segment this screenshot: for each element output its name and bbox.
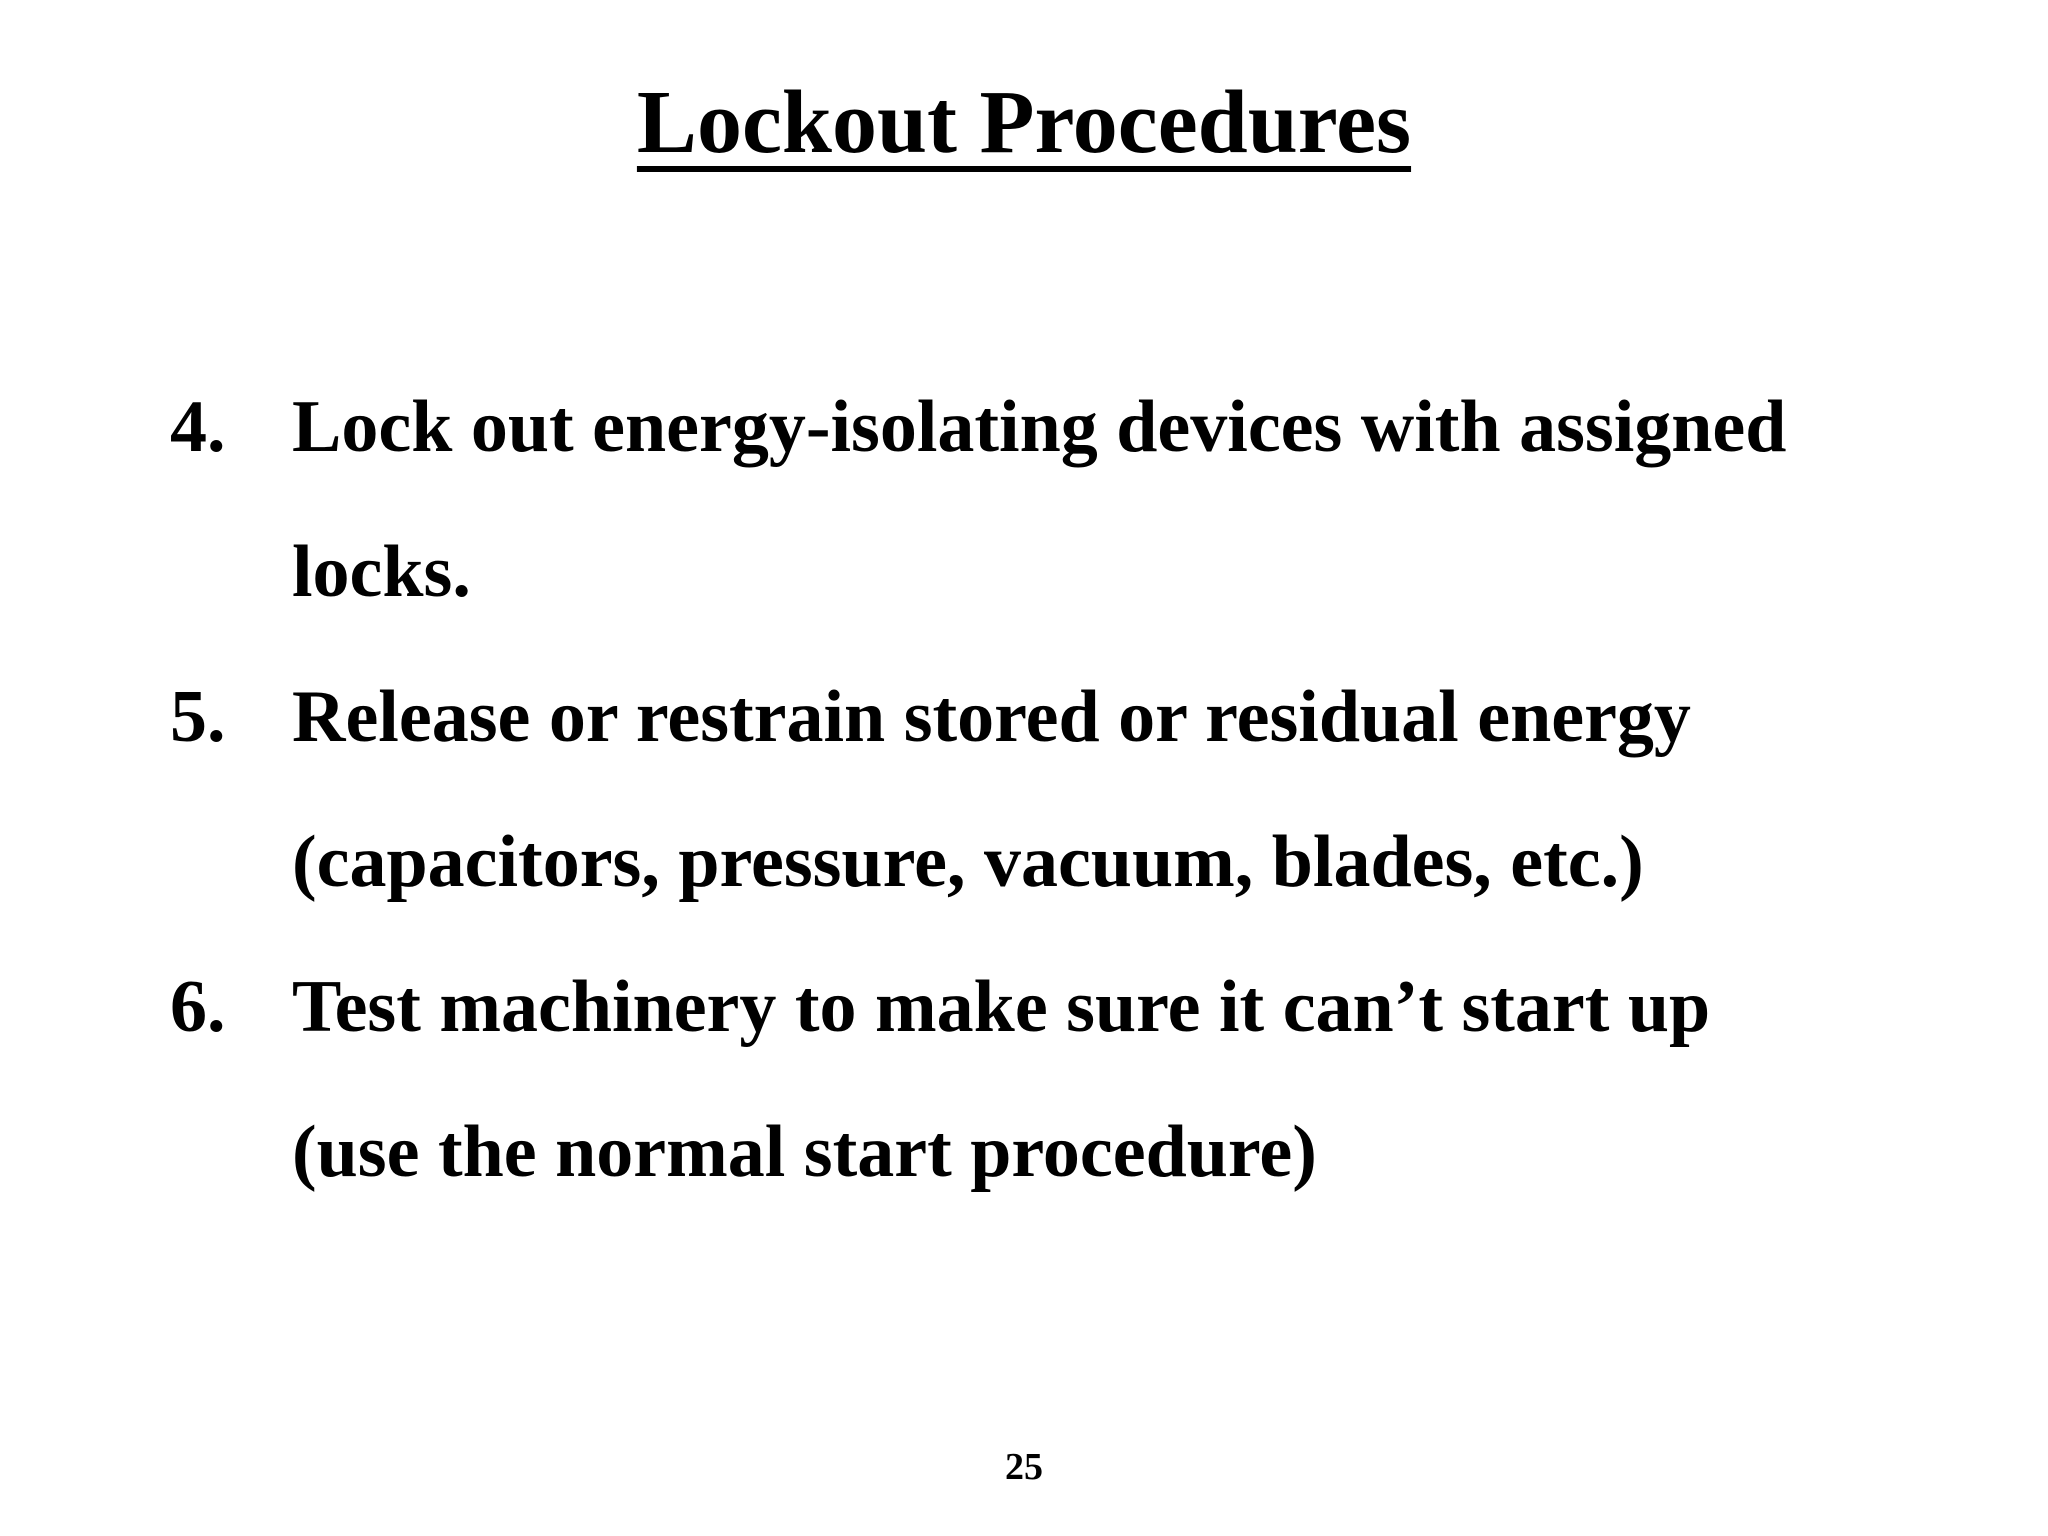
procedure-item: [170, 935, 1970, 1225]
item-number: 6.: [170, 966, 226, 1048]
item-text-line: Lock out energy-isolating devices with assigned: [292, 386, 1787, 468]
item-number: 4.: [170, 386, 226, 468]
procedure-item: [170, 645, 1970, 935]
item-text-line: (use the normal start procedure): [292, 1111, 1317, 1193]
item-text-line: (capacitors, pressure, vacuum, blades, etc.): [292, 821, 1644, 903]
page-number: 25: [1005, 1446, 1043, 1488]
procedure-list: [170, 355, 1970, 1225]
procedure-item: [170, 355, 1970, 645]
item-number: 5.: [170, 676, 226, 758]
item-text-line: Test machinery to make sure it can’t start up: [292, 966, 1711, 1048]
item-text-line: locks.: [292, 531, 471, 613]
item-text-line: Release or restrain stored or residual energy: [292, 676, 1691, 758]
slide-title: Lockout Procedures: [636, 73, 1412, 172]
